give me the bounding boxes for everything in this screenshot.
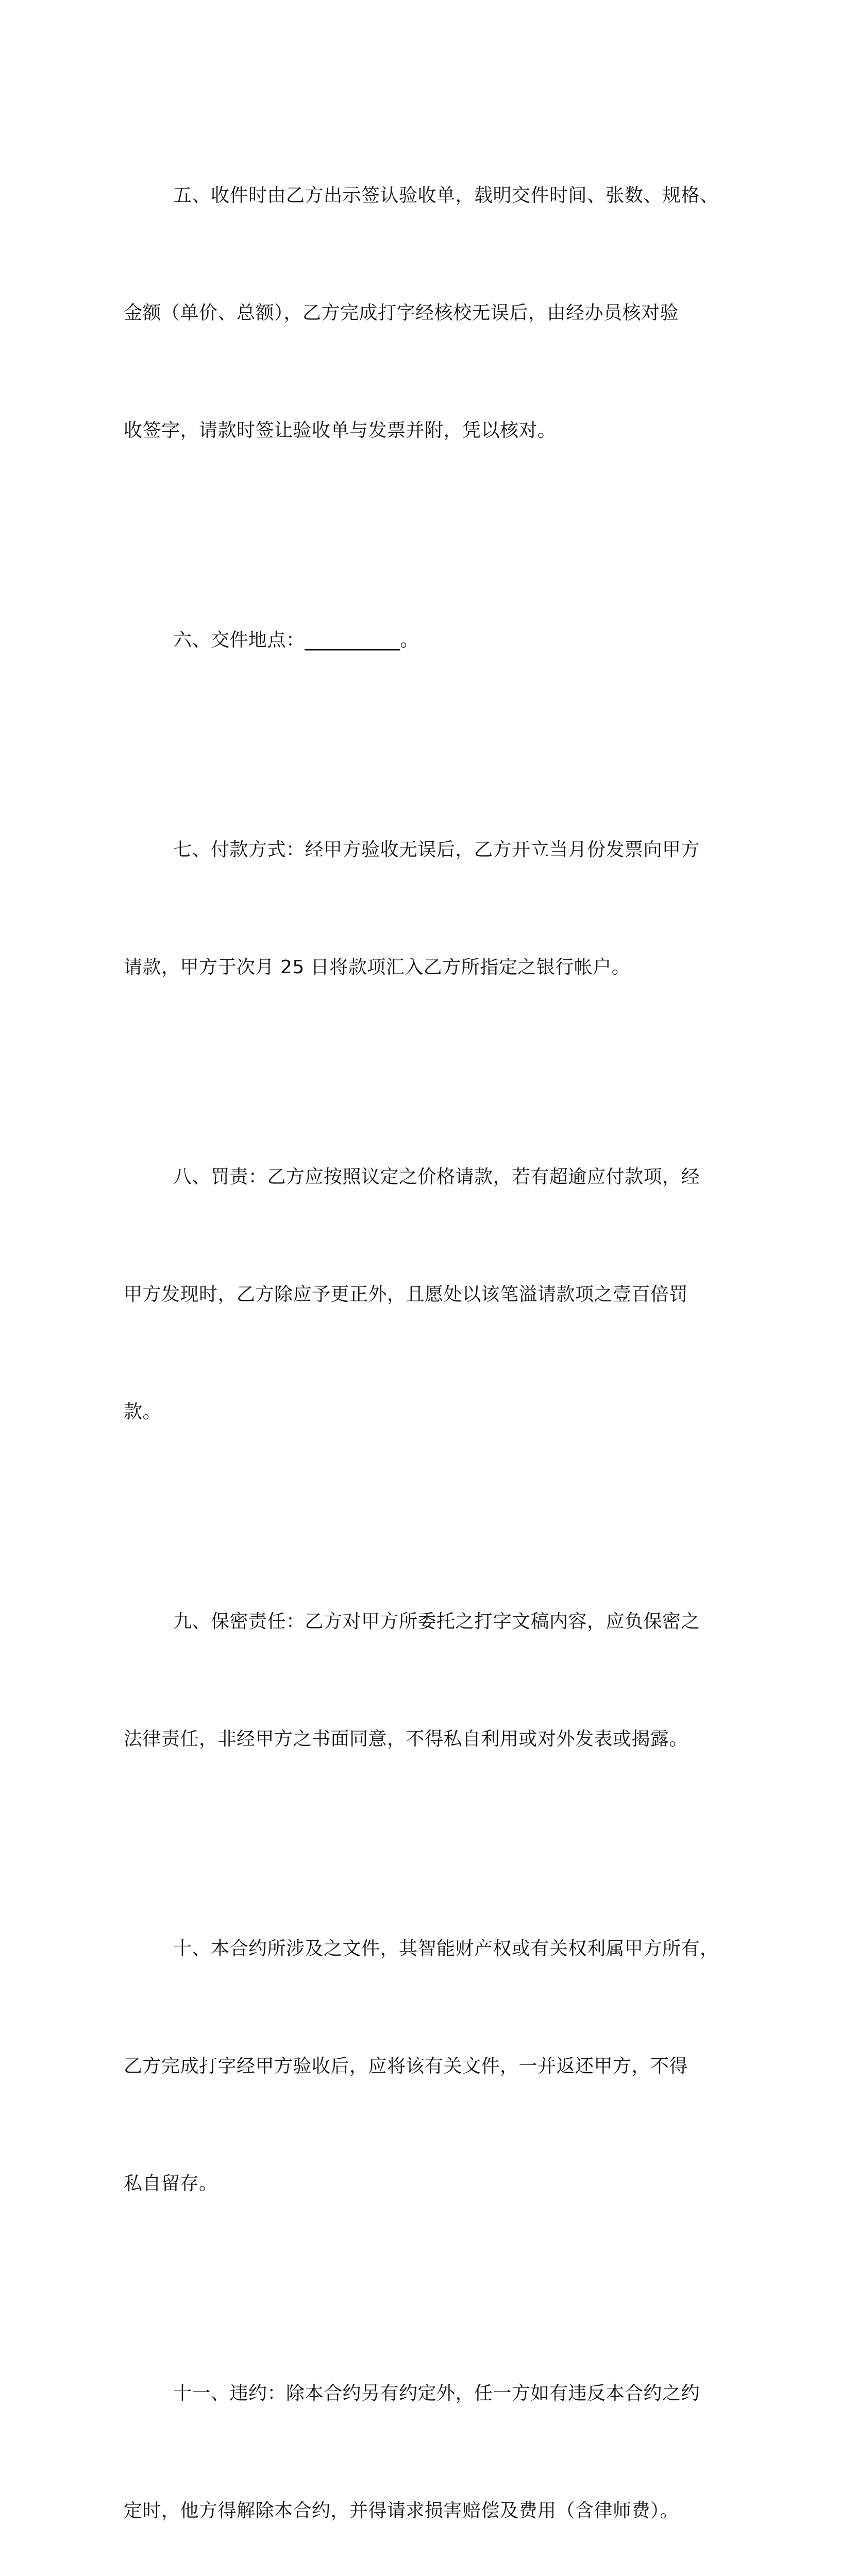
clause-line: 款。 <box>124 1401 162 1422</box>
clause-9 <box>124 1524 721 1837</box>
document-body <box>124 98 721 2576</box>
clause-line: 收签字，请款时签让验收单与发票并附，凭以核对。 <box>124 420 557 441</box>
clause-line: 私自留存。 <box>124 2173 218 2194</box>
clause-line: 乙方完成打字经甲方验收后，应将该有关文件，一并返还甲方，不得 <box>124 2056 688 2077</box>
clause-line: 法律责任，非经甲方之书面同意，不得私自利用或对外发表或揭露。 <box>124 1728 688 1750</box>
clause-11 <box>124 2296 721 2576</box>
clause-line: 五、收件时由乙方出示签认验收单，载明交件时间、张数、规格、 <box>173 185 719 206</box>
clause-line: 八、罚责：乙方应按照议定之价格请款，若有超逾应付款项，经 <box>173 1166 700 1188</box>
clause-line: 甲方发现时，乙方除应予更正外，且愿处以该笔溢请款项之壹百倍罚 <box>124 1284 688 1305</box>
clause-line: 六、交件地点：__________。 <box>173 630 419 651</box>
clause-7 <box>124 752 721 1065</box>
clause-line: 金额（单价、总额），乙方完成打字经核校无误后，由经办员核对验 <box>124 302 679 324</box>
clause-8 <box>124 1079 721 1510</box>
clause-5 <box>124 98 721 529</box>
clause-6 <box>124 543 721 738</box>
clause-line: 定时，他方得解除本合约，并得请求损害赔偿及费用（含律师费）。 <box>124 2500 679 2521</box>
clause-line: 七、付款方式：经甲方验收无误后，乙方开立当月份发票向甲方 <box>173 839 700 860</box>
clause-line: 九、保密责任：乙方对甲方所委托之打字文稿内容，应负保密之 <box>173 1611 700 1632</box>
clause-line: 请款，甲方于次月 25 日将款项汇入乙方所指定之银行帐户。 <box>124 957 631 978</box>
clause-10 <box>124 1851 721 2282</box>
clause-line: 十、本合约所涉及之文件，其智能财产权或有关权利属甲方所有， <box>173 1938 719 1959</box>
clause-line: 十一、违约：除本合约另有约定外，任一方如有违反本合约之约 <box>173 2383 700 2404</box>
